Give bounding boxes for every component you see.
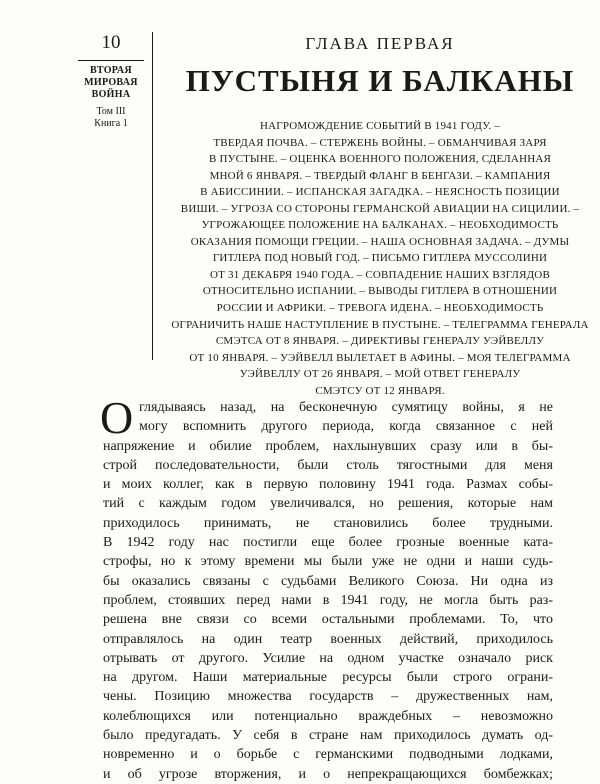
chapter-title: ПУСТЫНЯ И БАЛКАНЫ [185,63,575,98]
synopsis-line: РОССИИ И АФРИКИ. – ТРЕВОГА ИДЕНА. – НЕОБХОДИМОСТЬ [216,302,544,315]
chapter-synopsis [160,118,600,399]
synopsis-line: ОКАЗАНИЯ ПОМОЩИ ГРЕЦИИ. – НАША ОСНОВНАЯ ЗАДАЧА. – ДУМЫ [190,235,570,248]
synopsis-line: СМЭТСУ ОТ 12 ЯНВАРЯ. [315,384,445,397]
body-line: чены. Позицию множества государств – дружественных нам, [103,689,553,705]
body-line: и об угрозе вторжения, и о непрекращающихся бомбежках; [103,766,553,782]
body-line: строй последовательности, были столь тягостными для меня [103,457,553,473]
synopsis-line: В АБИССИНИИ. – ИСПАНСКАЯ ЗАГАДКА. – НЕЯСНОСТЬ ПОЗИЦИИ [200,186,560,199]
running-sidebar [78,32,144,130]
body-line: колеблющихся или потенциально враждебных – невозможно [103,708,553,724]
drop-cap: О [100,392,134,443]
synopsis-line: ВИШИ. – УГРОЗА СО СТОРОНЫ ГЕРМАНСКОЙ АВИАЦИИ НА СИЦИЛИИ. – [180,202,580,215]
synopsis-line: ОТ 31 ДЕКАБРЯ 1940 ГОДА. – СОВПАДЕНИЕ НАШИХ ВЗГЛЯДОВ [210,268,550,281]
body-line: проблем, стоявших перед нами в 1941 году, не могла быть раз- [103,592,553,608]
body-line: и моих коллег, как в первую половину 1941 года. Размах собы- [103,477,553,493]
synopsis-line: В ПУСТЫНЕ. – ОЦЕНКА ВОЕННОГО ПОЛОЖЕНИЯ, СДЕЛАННАЯ [208,153,552,166]
body-line: тий с каждым годом увеличивался, но решения, которые нам [103,496,553,512]
series-title-line: ВТОРАЯ [90,65,132,76]
synopsis-line: УГРОЖАЮЩЕЕ ПОЛОЖЕНИЕ НА БАЛКАНАХ. – НЕОБХОДИМОСТЬ [201,219,559,232]
body-line: отправлялось на один театр военных действий, приходилось [103,631,553,647]
body-line: отрывать от другого. Усилие на одном участке означало риск [103,650,553,666]
chapter-label: ГЛАВА ПЕРВАЯ [305,34,455,53]
synopsis-line: ГИТЛЕРА ПОД НОВЫЙ ГОД. – ПИСЬМО ГИТЛЕРА МУССОЛИНИ [212,252,548,265]
synopsis-line: МНОЙ 6 ЯНВАРЯ. – ТВЕРДЫЙ ФЛАНГ В БЕНГАЗИ. – КАМПАНИЯ [209,169,551,182]
synopsis-line: ОТ 10 ЯНВАРЯ. – УЭЙВЕЛЛ ВЫЛЕТАЕТ В АФИНЫ. – МОЯ ТЕЛЕГРАММА [189,351,571,364]
sidebar-divider [78,60,144,61]
vertical-rule [152,32,153,360]
synopsis-line: УЭЙВЕЛЛУ ОТ 26 ЯНВАРЯ. – МОЙ ОТВЕТ ГЕНЕРАЛУ [239,368,521,381]
series-title-line: МИРОВАЯ [84,77,138,88]
body-line: бы оказались связаны с судьбами Великого Союза. Ни одна из [103,573,553,589]
body-line: на другом. Наши материальные ресурсы были строго ограни- [103,670,553,686]
body-line: решена вне связи со всеми остальными проблемами. То, что [103,612,553,628]
series-title-line: ВОЙНА [91,89,131,100]
body-line: напряжение и обилие проблем, нахлынувших сразу или в бы- [103,438,553,454]
body-text [100,392,553,784]
book-label: Книга 1 [94,118,128,129]
body-line: новременно и о борьбе с германскими подводными лодками, [103,747,553,763]
page-number: 10 [101,32,121,53]
body-line: приходилось принимать, не становились более трудными. [103,515,553,531]
synopsis-line: ОГРАНИЧИТЬ НАШЕ НАСТУПЛЕНИЕ В ПУСТЫНЕ. – ТЕЛЕГРАММА ГЕНЕРАЛА [171,318,589,331]
body-line: глядываясь назад, на бесконечную сумятицу войны, я не [139,400,553,415]
body-line: строфы, но к этому времени мы были уже не одни и наши судь- [103,554,553,570]
synopsis-line: НАГРОМОЖДЕНИЕ СОБЫТИЙ В 1941 ГОДУ. – [259,120,501,132]
synopsis-line: ТВЕРДАЯ ПОЧВА. – СТЕРЖЕНЬ ВОЙНЫ. – ОБМАНЧИВАЯ ЗАРЯ [213,136,547,149]
body-line: было предугадать. У себя в стране нам приходилось думать од- [103,728,553,744]
volume-label: Том III [96,106,126,117]
body-line: В 1942 году нас постигли еще более грозные военные ката- [103,535,553,551]
body-line: могу вспомнить другого периода, когда связанное с ней [139,419,553,435]
synopsis-line: ОТНОСИТЕЛЬНО ИСПАНИИ. – ВЫВОДЫ ГИТЛЕРА В ОТНОШЕНИИ [202,285,558,298]
synopsis-line: СМЭТСА ОТ 8 ЯНВАРЯ. – ДИРЕКТИВЫ ГЕНЕРАЛУ УЭЙВЕЛЛУ [215,335,545,348]
